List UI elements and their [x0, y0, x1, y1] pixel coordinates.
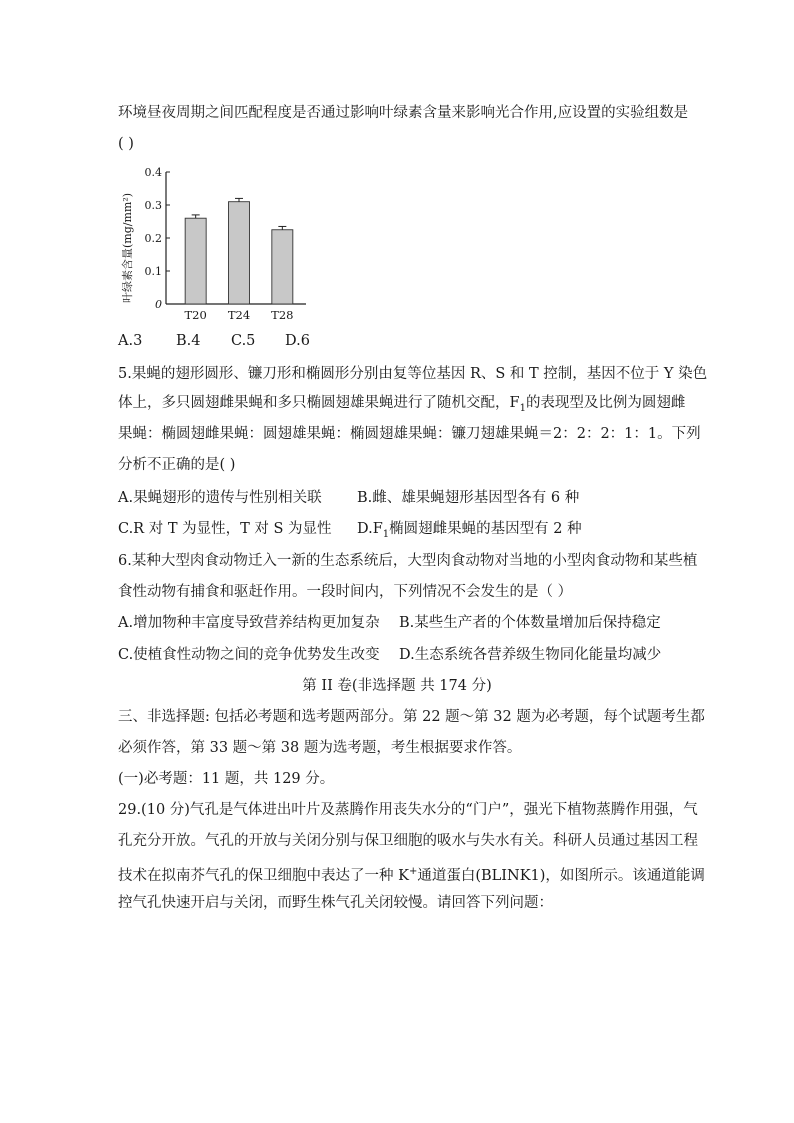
q4-option-d: D.6	[285, 333, 310, 349]
q5-line3: 果蝇：椭圆翅雌果蝇：圆翅雄果蝇：椭圆翅雄果蝇：镰刀翅雄果蝇＝2：2：2：1：1。下列	[118, 426, 701, 442]
y-tick-label: 0.4	[144, 166, 162, 179]
bar-T20	[185, 218, 206, 304]
q4-option-c: C.5	[231, 333, 256, 349]
q5-option-b: B.雌、雄果蝇翅形基因型各有 6 种	[357, 490, 580, 506]
q6-option-c: C.使植食性动物之间的竞争优势发生改变	[118, 647, 380, 663]
q5-line2: 体上，多只圆翅雌果蝇和多只椭圆翅雄果蝇进行了随机交配，$F_1$的表现型及比例为圆翅雌	[118, 395, 686, 414]
q6-option-d: D.生态系统各营养级生物同化能量均减少	[399, 647, 662, 663]
part2-title: 第 II 卷(非选择题 共 174 分)	[302, 678, 492, 694]
x-tick-label: T24	[227, 308, 251, 322]
q4-answer-blank: ( )	[118, 136, 134, 152]
q5-option-c: C.R 对 T 为显性，T 对 S 为显性	[118, 521, 332, 537]
q4-stem-line1: 环境昼夜周期之间匹配程度是否通过影响叶绿素含量来影响光合作用,应设置的实验组数是	[118, 105, 689, 121]
chart-ylabel: 叶绿素含量(mg/mm²)	[121, 192, 134, 304]
q29-line1: 29.(10 分)气孔是气体进出叶片及蒸腾作用丧失水分的“门户”，强光下植物蒸腾作用强，气	[118, 802, 698, 818]
q5-option-a: A.果蝇翅形的遗传与性别相关联	[118, 490, 322, 506]
q4-option-b: B.4	[176, 333, 201, 349]
chart-ticks	[145, 166, 294, 322]
chart-bars	[185, 198, 293, 304]
q5-line1: 5.果蝇的翅形圆形、镰刀形和椭圆形分别由复等位基因 R、S 和 T 控制，基因不位于 Y 染色	[118, 366, 708, 382]
x-tick-label: T28	[271, 308, 294, 322]
q29-line2: 孔充分开放。气孔的开放与关闭分别与保卫细胞的吸水与失水有关。科研人员通过基因工程	[118, 833, 698, 849]
chlorophyll-bar-chart	[118, 160, 318, 328]
q29-line4: 控气孔快速开启与关闭，而野生株气孔关闭较慢。请回答下列问题：	[118, 895, 553, 911]
q6-option-b: B.某些生产者的个体数量增加后保持稳定	[399, 615, 661, 631]
q5-option-d: $D.F_1$椭圆翅雌果蝇的基因型有 2 种	[357, 521, 582, 540]
y-tick-label: 0.3	[144, 199, 162, 212]
q5-line4: 分析不正确的是( )	[118, 457, 236, 473]
q6-line1: 6.某种大型肉食动物迁入一新的生态系统后，大型肉食动物对当地的小型肉食动物和某些植	[118, 553, 698, 569]
bar-T24	[229, 202, 250, 304]
y-tick-label: 0	[155, 298, 162, 311]
y-tick-label: 0.1	[144, 265, 162, 278]
bar-T28	[272, 230, 293, 304]
q4-option-a: A.3	[118, 333, 143, 349]
q6-option-a: A.增加物种丰富度导致营养结构更加复杂	[118, 615, 380, 631]
q6-line2: 食性动物有捕食和驱赶作用。一段时间内，下列情况不会发生的是（ ）	[118, 584, 573, 600]
y-tick-label: 0.2	[144, 232, 162, 245]
part2-intro-line1: 三、非选择题: 包括必考题和选考题两部分。第 22 题～第 32 题为必考题，每个试题考生都	[118, 709, 705, 725]
part2-required: (一)必考题：11 题，共 129 分。	[118, 771, 335, 787]
part2-intro-line2: 必须作答，第 33 题～第 38 题为选考题，考生根据要求作答。	[118, 740, 522, 756]
q29-line3: 技术在拟南芥气孔的保卫细胞中表达了一种 K+通道蛋白(BLINK1)，如图所示。该通道能调	[118, 866, 705, 884]
x-tick-label: T20	[184, 308, 207, 322]
